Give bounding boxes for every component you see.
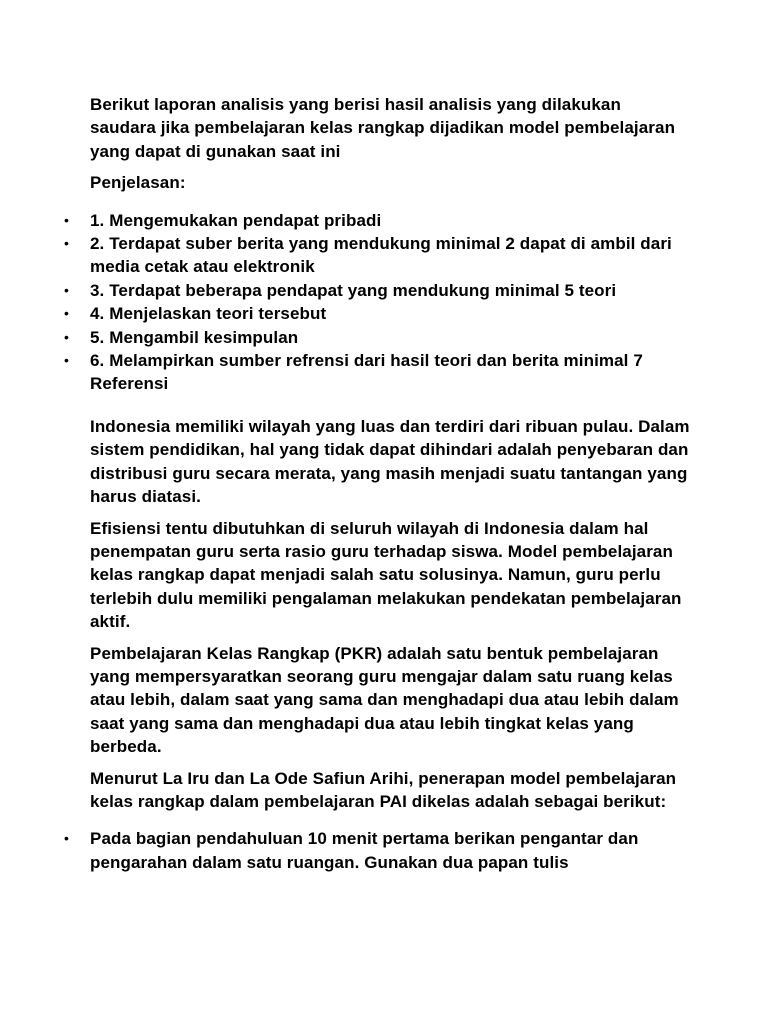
list-item <box>64 326 690 349</box>
explanation-label: Penjelasan: <box>90 173 186 193</box>
list-item <box>64 349 690 396</box>
body-paragraph: Menurut La Iru dan La Ode Safiun Arihi, penerapan model pembelajaran kelas rangkap dalam pembelajaran PAI dikelas adalah sebagai berikut: <box>90 768 677 811</box>
document-page <box>64 93 690 874</box>
list-item-text: 6. Melampirkan sumber refrensi dari hasil teori dan berita minimal 7 Referensi <box>90 351 643 394</box>
list-item-text: 5. Mengambil kesimpulan <box>90 327 299 347</box>
list-item <box>64 209 690 232</box>
steps-list <box>64 827 690 874</box>
list-item <box>64 827 690 874</box>
bullet-icon: • <box>64 328 70 345</box>
list-item-text: 2. Terdapat suber berita yang mendukung minimal 2 dapat di ambil dari media cetak atau elektronik <box>90 234 672 277</box>
bullet-icon: • <box>64 305 70 322</box>
bullet-icon: • <box>64 281 70 298</box>
body-paragraph: Indonesia memiliki wilayah yang luas dan terdiri dari ribuan pulau. Dalam sistem pendidikan, hal yang tidak dapat dihindari adalah penyebaran dan distribusi guru secara merata, yang masih menjadi suatu tantangan yang harus diatasi. <box>90 416 690 507</box>
list-item-text: 3. Terdapat beberapa pendapat yang mendukung minimal 5 teori <box>90 280 617 300</box>
bullet-icon: • <box>64 830 70 847</box>
requirements-list <box>64 209 690 396</box>
list-item <box>64 232 690 279</box>
bullet-icon: • <box>64 352 70 369</box>
list-item-text: 4. Menjelaskan teori tersebut <box>90 304 327 324</box>
list-item-text: 1. Mengemukakan pendapat pribadi <box>90 210 382 230</box>
list-item <box>64 279 690 302</box>
body-paragraph: Efisiensi tentu dibutuhkan di seluruh wilayah di Indonesia dalam hal penempatan guru serta rasio guru terhadap siswa. Model pembelajaran kelas rangkap dapat menjadi salah satu solusinya. Namun, guru perlu terlebih dulu memiliki pengalaman melakukan pendekatan pembelajaran aktif. <box>90 518 682 632</box>
body-paragraph: Pembelajaran Kelas Rangkap (PKR) adalah satu bentuk pembelajaran yang mempersyaratkan seorang guru mengajar dalam satu ruang kelas atau lebih, dalam saat yang sama dan menghadapi dua atau lebih dalam saat yang sama dan menghadapi dua atau lebih tingkat kelas yang berbeda. <box>90 643 679 757</box>
list-item <box>64 302 690 325</box>
bullet-icon: • <box>64 211 70 228</box>
list-item-text: Pada bagian pendahuluan 10 menit pertama berikan pengantar dan pengarahan dalam satu ruangan. Gunakan dua papan tulis <box>90 829 639 872</box>
intro-paragraph: Berikut laporan analisis yang berisi hasil analisis yang dilakukan saudara jika pembelajaran kelas rangkap dijadikan model pembelajaran yang dapat di gunakan saat ini <box>90 95 676 161</box>
bullet-icon: • <box>64 235 70 252</box>
